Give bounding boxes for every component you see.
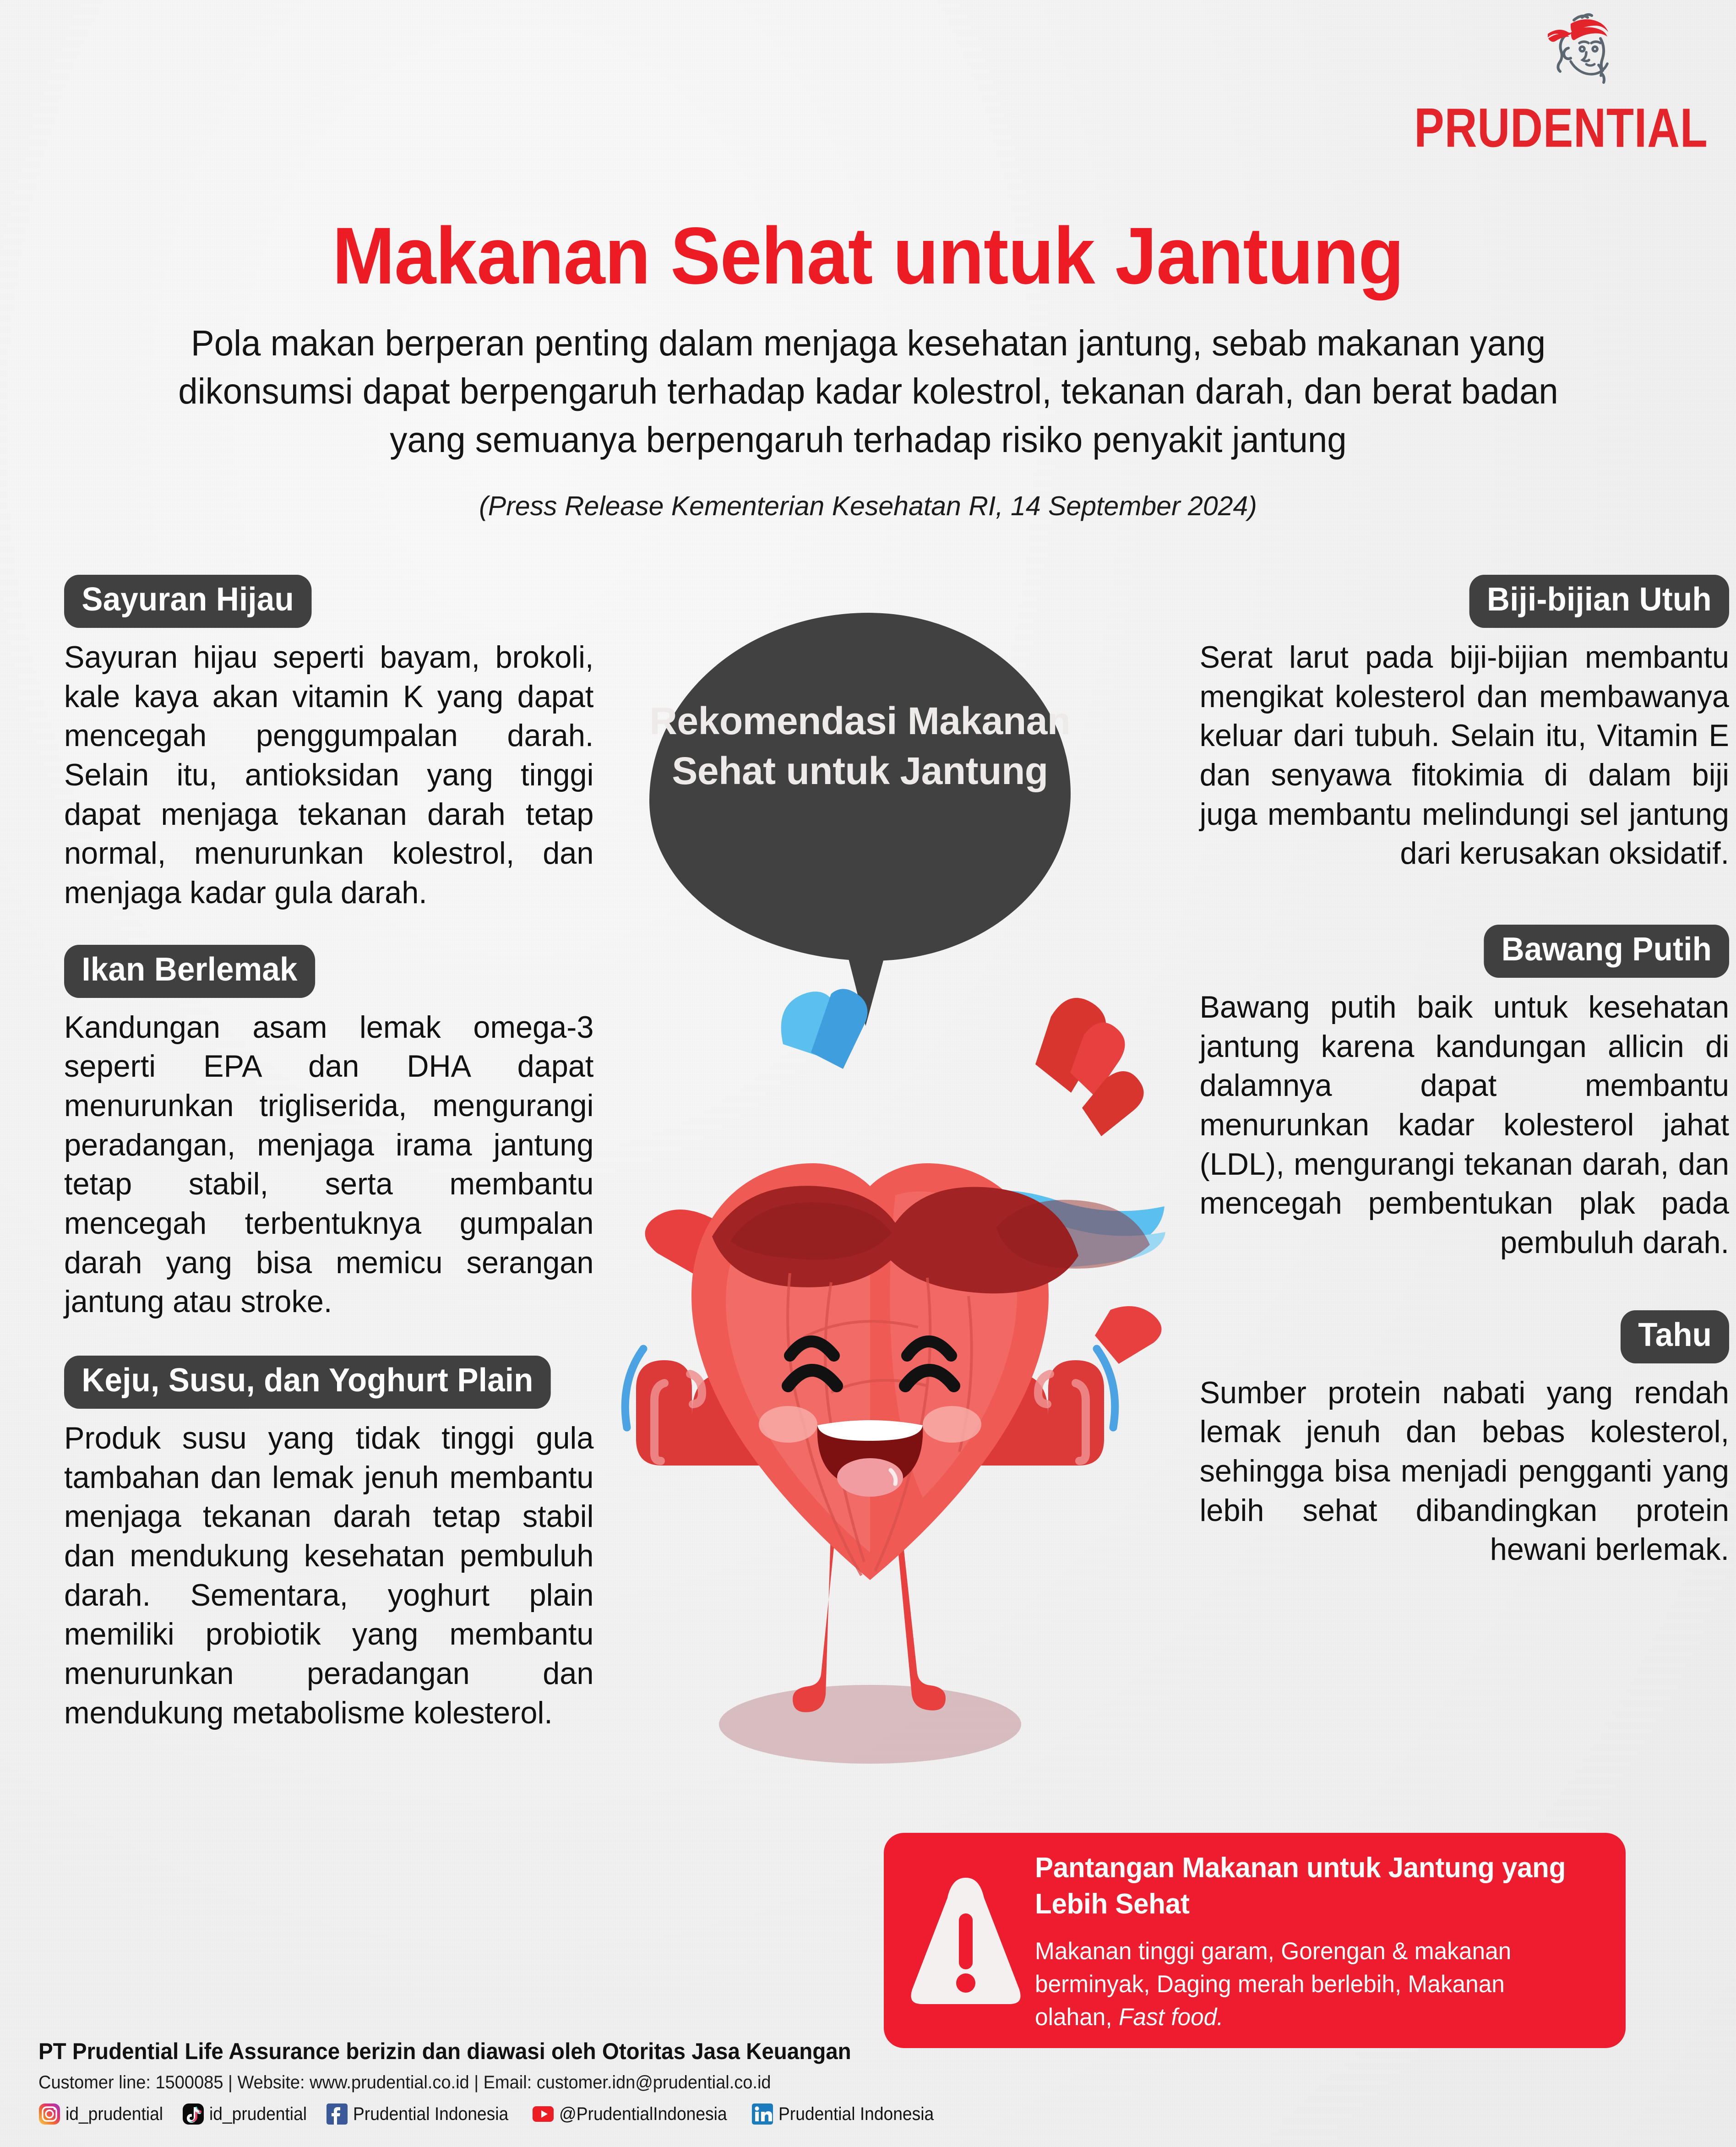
- card-ikan-berlemak: [64, 945, 604, 1322]
- instagram-icon: [38, 2103, 60, 2125]
- warning-description: [1035, 1935, 1588, 2033]
- card-tahu: [1189, 1310, 1729, 1569]
- social-label-tiktok: id_prudential: [209, 2103, 307, 2124]
- prudence-figure-icon: [1492, 10, 1630, 97]
- page-subtitle: Pola makan berperan penting dalam menjaga kesehatan jantung, sebab makanan yang dikonsumsi dapat berpengaruh terhadap kadar kolestrol, tekanan darah, dan berat badan yang semuanya berpengaruh terhadap risiko penyakit jantung: [178, 322, 1558, 460]
- card-title-biji-bijian-utuh: Biji-bijian Utuh: [1469, 575, 1729, 628]
- prudential-logo: [1410, 10, 1712, 159]
- badge-row: [64, 945, 604, 998]
- happy-flexing-heart-illustration: [575, 980, 1165, 1777]
- card-title-ikan-berlemak: Ikan Berlemak: [64, 945, 315, 998]
- header: [0, 211, 1736, 522]
- footer-social-row: [38, 2103, 954, 2125]
- badge-row: [64, 575, 604, 628]
- warning-desc-plain: Makanan tinggi garam, Gorengan & makanan berminyak, Daging merah berlebih, Makanan olahan,: [1035, 1938, 1512, 2031]
- social-label-instagram: id_prudential: [65, 2103, 163, 2124]
- card-body-sayuran-hijau: Sayuran hijau seperti bayam, brokoli, kale kaya akan vitamin K yang dapat mencegah penggumpalan darah. Selain itu, antioksidan yang tinggi dapat menjaga tekanan darah tetap normal, menurunkan kolestrol, dan menjaga kadar gula darah.: [64, 640, 594, 910]
- youtube-icon: [532, 2103, 554, 2125]
- source-citation: (Press Release Kementerian Kesehatan RI, 14 September 2024): [479, 491, 1257, 522]
- facebook-icon: [326, 2103, 348, 2125]
- card-bawang-putih: [1189, 925, 1729, 1263]
- social-label-linkedin: Prudential Indonesia: [778, 2103, 934, 2124]
- mascot-shadow: [719, 1685, 1021, 1764]
- footer-legal-text: PT Prudential Life Assurance berizin dan diawasi oleh Otoritas Jasa Keuangan: [38, 2038, 851, 2064]
- logo-wordmark: PRUDENTIAL: [1414, 96, 1708, 159]
- warning-text-block: [1035, 1847, 1605, 2033]
- warning-title: Pantangan Makanan untuk Jantung yang Lebih Sehat: [1035, 1852, 1566, 1920]
- footer-contact-text: Customer line: 1500085 | Website: www.prudential.co.id | Email: customer.idn@prudential.co.id: [38, 2072, 771, 2093]
- mascot-blush-left: [759, 1406, 817, 1443]
- tiktok-icon: [182, 2103, 204, 2125]
- social-facebook[interactable]: [326, 2103, 520, 2125]
- card-sayuran-hijau: [64, 575, 604, 913]
- card-body-ikan-berlemak: Kandungan asam lemak omega-3 seperti EPA dan DHA dapat menurunkan trigliserida, mengurangi peradangan, menjaga irama jantung tetap stabil, serta membantu mencegah terbentuknya gumpalan darah yang bisa memicu serangan jantung atau stroke.: [64, 1009, 594, 1319]
- social-instagram[interactable]: [38, 2103, 170, 2125]
- card-title-tahu: Tahu: [1620, 1310, 1729, 1363]
- card-title-keju-susu-yoghurt: Keju, Susu, dan Yoghurt Plain: [64, 1356, 551, 1409]
- warning-desc-italic: Fast food.: [1118, 2003, 1224, 2031]
- badge-row: [1189, 575, 1729, 628]
- badge-row: [64, 1356, 604, 1409]
- page-title: Makanan Sehat untuk Jantung: [332, 211, 1404, 301]
- mascot-blush-right: [923, 1406, 981, 1443]
- social-youtube[interactable]: [532, 2103, 740, 2125]
- speech-bubble-text: Rekomendasi Makanan Sehat untuk Jantung: [649, 699, 1071, 793]
- left-card-column: [64, 575, 604, 1755]
- card-keju-susu-yoghurt: [64, 1356, 604, 1733]
- card-body-bawang-putih: Bawang putih baik untuk kesehatan jantung karena kandungan allicin di dalamnya dapat membantu menurunkan kadar kolesterol jahat (LDL), mengurangi tekanan darah, dan mencegah pembentukan plak pada pembuluh darah.: [1199, 990, 1729, 1260]
- card-title-sayuran-hijau: Sayuran Hijau: [64, 575, 311, 628]
- card-body-tahu: Sumber protein nabati yang rendah lemak jenuh dan bebas kolesterol, sehingga bisa menjadi pengganti yang lebih sehat dibandingkan protein hewani berlemak.: [1199, 1375, 1729, 1567]
- footer: [38, 2038, 954, 2125]
- badge-row: [1189, 925, 1729, 978]
- social-tiktok[interactable]: [182, 2103, 314, 2125]
- linkedin-icon: [751, 2103, 773, 2125]
- card-title-bawang-putih: Bawang Putih: [1484, 925, 1729, 978]
- warning-box: [884, 1833, 1626, 2048]
- social-linkedin[interactable]: [751, 2103, 946, 2125]
- right-card-column: [1189, 575, 1729, 1591]
- social-label-youtube: @PrudentialIndonesia: [559, 2103, 727, 2124]
- badge-row: [1189, 1310, 1729, 1363]
- card-body-biji-bijian-utuh: Serat larut pada biji-bijian membantu mengikat kolesterol dan membawanya keluar dari tubuh. Selain itu, Vitamin E dan senyawa fitokimia di dalam biji juga membantu melindungi sel jantung dari kerusakan oksidatif.: [1199, 640, 1729, 871]
- card-biji-bijian-utuh: [1189, 575, 1729, 873]
- social-label-facebook: Prudential Indonesia: [353, 2103, 509, 2124]
- card-body-keju-susu-yoghurt: Produk susu yang tidak tinggi gula tambahan dan lemak jenuh membantu menjaga tekanan darah tetap stabil dan mendukung kesehatan pembuluh darah. Sementara, yoghurt plain memiliki probiotik yang membantu menurunkan peradangan dan mendukung metabolisme kolesterol.: [64, 1421, 594, 1730]
- speech-bubble: [649, 613, 1071, 961]
- warning-triangle-icon: [909, 1874, 1023, 2007]
